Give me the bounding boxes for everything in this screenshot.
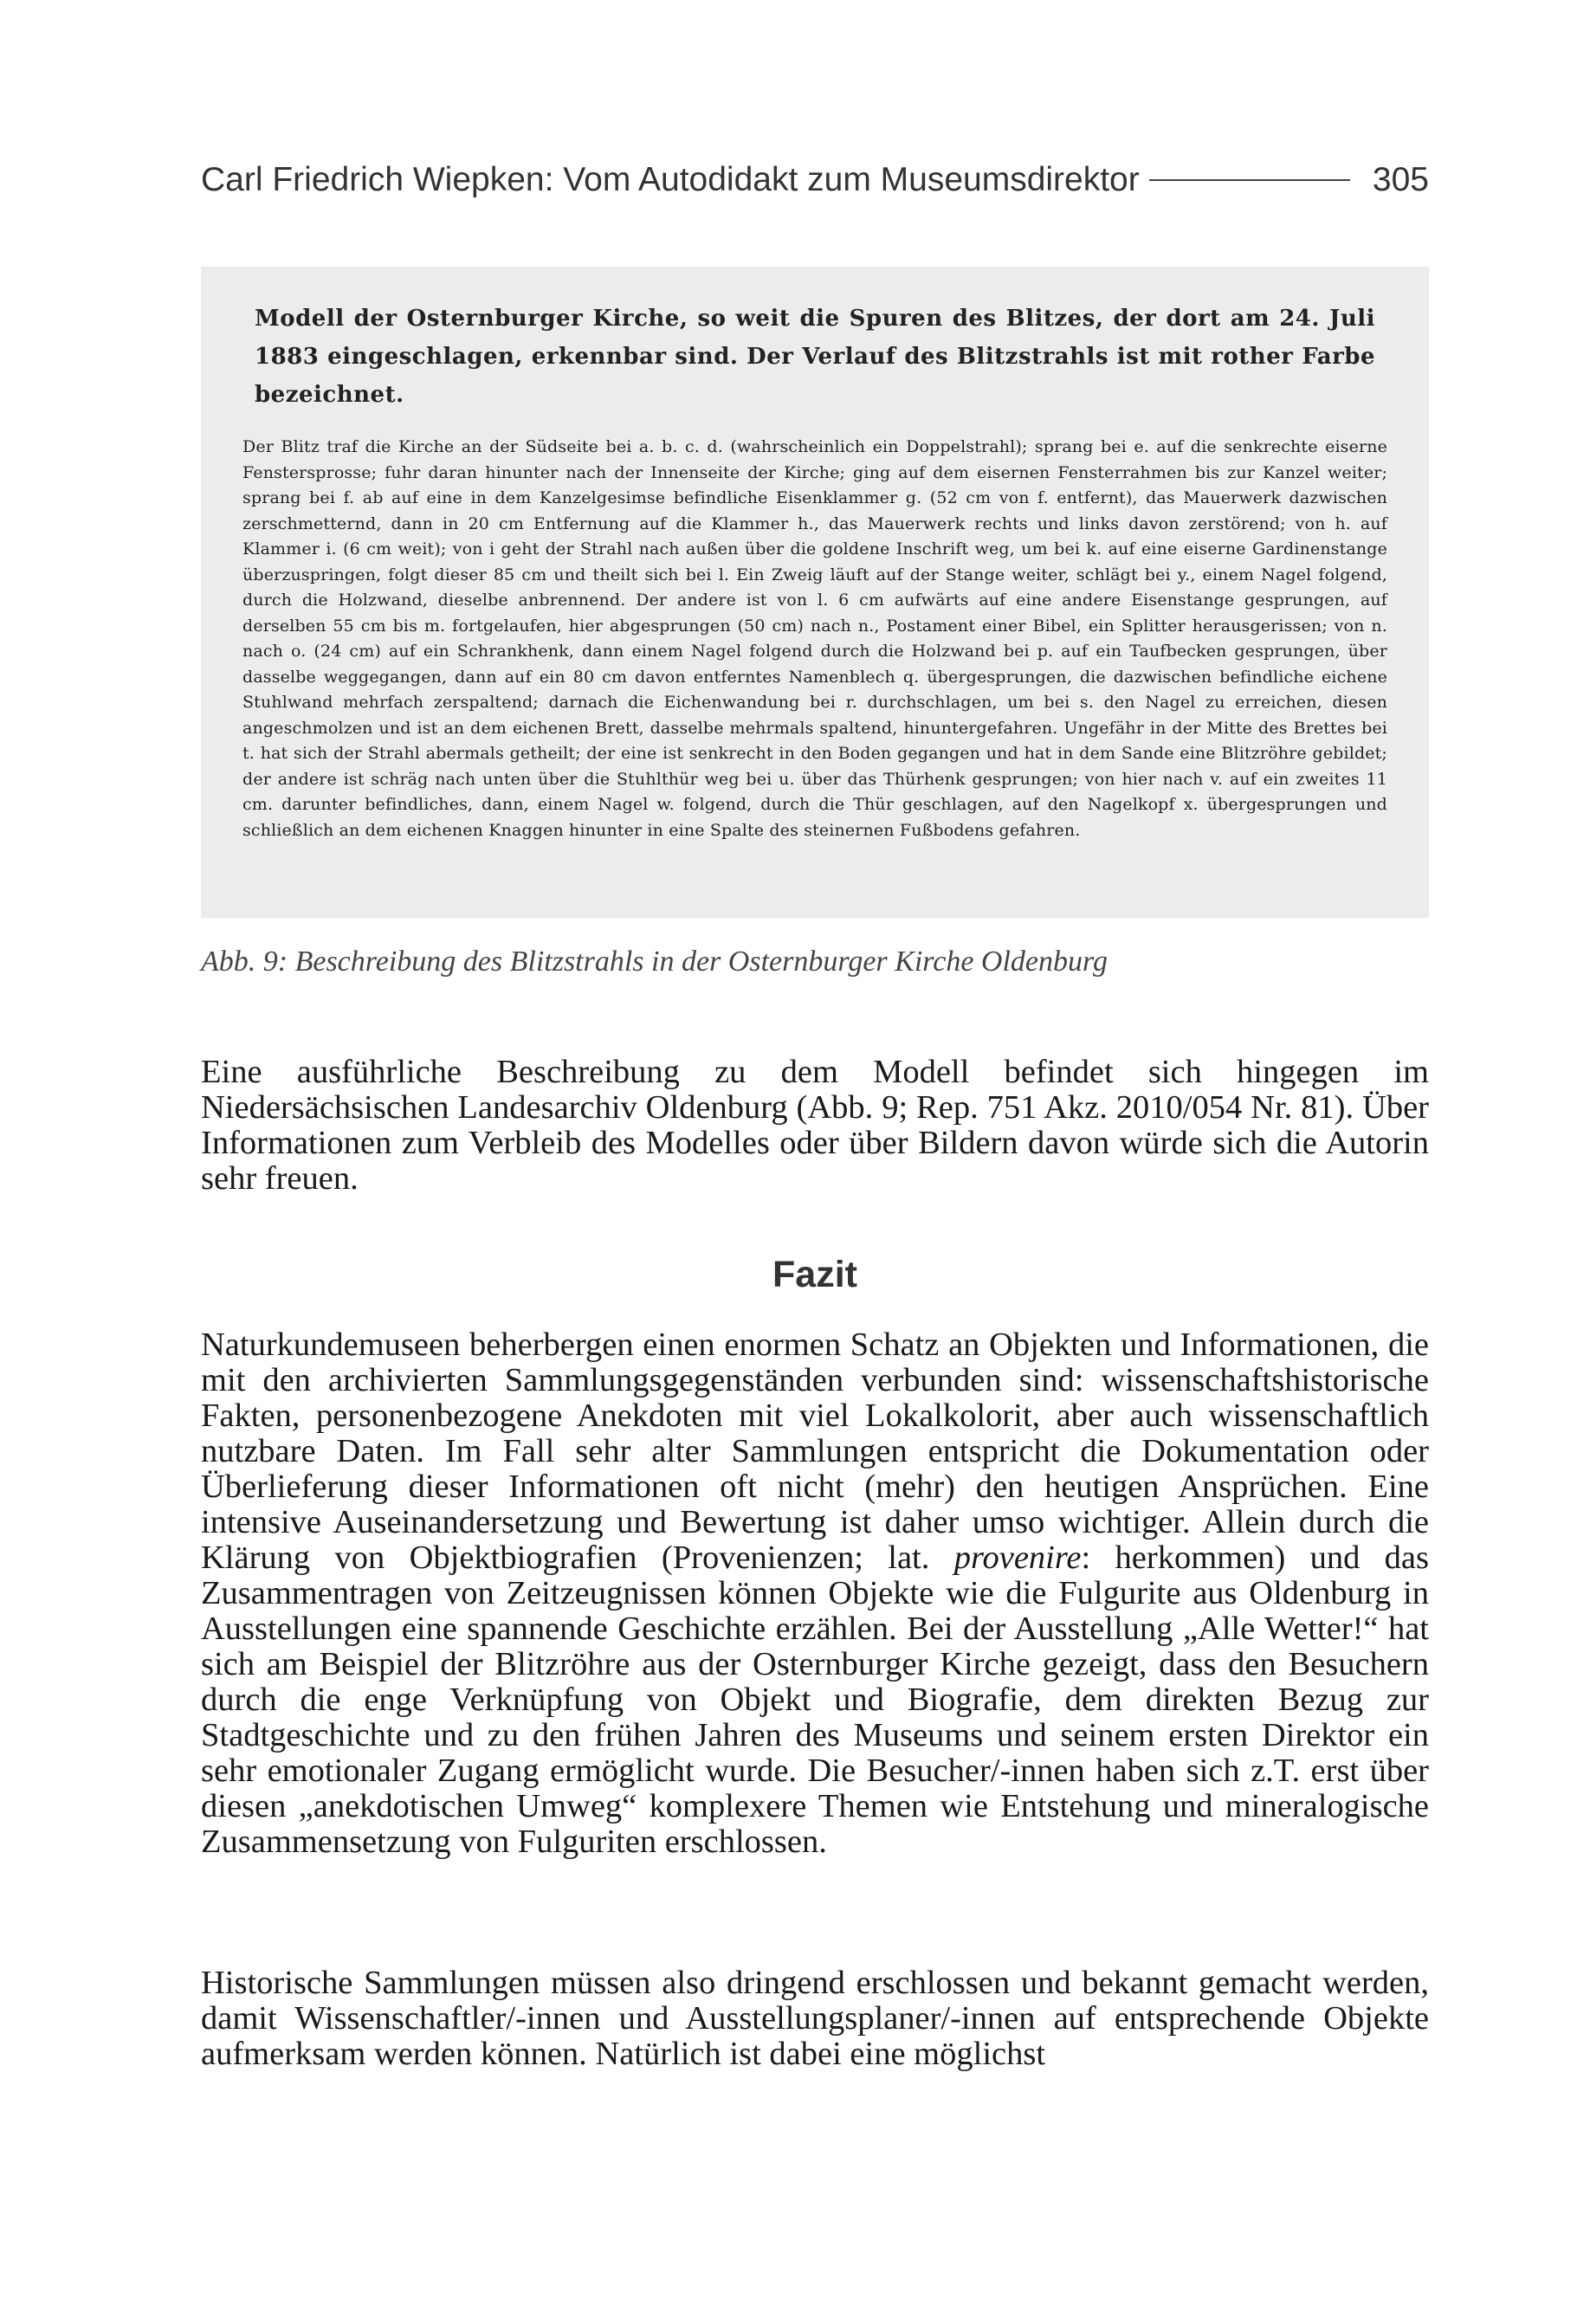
- paragraph-historical-collections: Historische Sammlungen müssen also dringend erschlossen und bekannt gemacht werden, damit Wissenschaftler/-innen und Ausstellungsplaner/-innen auf entsprechende Objekte aufmerksam werden können. Natürlich ist dabei eine möglichst: [201, 1965, 1429, 2072]
- page-number: 305: [1372, 161, 1429, 198]
- paragraph-fazit-part-2: : herkommen) und das Zusammentragen von Zeitzeugnissen können Objekte wie die Fulgurite aus Oldenburg in Ausstellungen eine spannende Geschichte erzählen. Bei der Ausstellung „Alle Wetter!“ hat sich am Beispiel der Blitzröhre aus der Osternburger Kirche gezeigt, dass den Besuchern durch die enge Verknüpfung von Objekt und Biografie, dem direkten Bezug zur Stadtgeschichte und zu den frühen Jahren des Museums und seinem ersten Direktor ein sehr emotionaler Zugang ermöglicht wurde. Die Besucher/-innen haben sich z.T. erst über diesen „anekdotischen Umweg“ komplexere Themen wie Entstehung und mineralogische Zusammensetzung von Fulguriten erschlossen.: [201, 1540, 1429, 1860]
- italic-term-provenire: provenire: [953, 1540, 1082, 1576]
- figure-heading: Modell der Osternburger Kirche, so weit die Spuren des Blitzes, der dort am 24. Juli 1883 eingeschlagen, erkennbar sind. Der Verlauf des Blitzstrahls ist mit rother Farbe bezeichnet.: [255, 306, 1375, 408]
- scanned-document-figure: [201, 267, 1429, 918]
- header-rule: [1149, 179, 1350, 181]
- running-header-title: Carl Friedrich Wiepken: Vom Autodidakt zum Museumsdirektor: [201, 161, 1140, 198]
- section-heading-fazit: Fazit: [772, 1254, 857, 1295]
- paragraph-fazit-part-1: Naturkundemuseen beherbergen einen enormen Schatz an Objekten und Informationen, die mit den archivierten Sammlungsgegenständen verbunden sind: wissenschaftshistorische Fakten, personenbezogene Anekdoten mit viel Lokalkolorit, aber auch wissenschaftlich nutzbare Daten. Im Fall sehr alter Sammlungen entspricht die Dokumentation oder Überlieferung dieser Informationen oft nicht (mehr) den heutigen Ansprüchen. Eine intensive Auseinandersetzung und Bewertung ist daher umso wichtiger. Allein durch die Klärung von Objektbiografien (Provenienzen; lat.: [201, 1327, 1429, 1576]
- figure-body-text: Der Blitz traf die Kirche an der Südseite bei a. b. c. d. (wahrscheinlich ein Doppelstrahl); sprang bei e. auf die senkrechte eiserne Fenstersprosse; fuhr daran hinunter nach der Innenseite der Kirche; ging auf dem eisernen Fensterrahmen bis zur Kanzel weiter; sprang bei f. ab auf eine in dem Kanzelgesimse befindliche Eisenklammer g. (52 cm von f. entfernt), das Mauerwerk dazwischen zerschmetternd, dann in 20 cm Entfernung auf die Klammer h., das Mauerwerk rechts und links davon zerstörend; von h. auf Klammer i. (6 cm weit); von i geht der Strahl nach außen über die goldene Inschrift weg, um bei k. auf eine eiserne Gardinenstange überzuspringen, folgt dieser 85 cm und theilt sich bei l. Ein Zweig läuft auf der Stange weiter, schlägt bei y., einem Nagel folgend, durch die Holzwand, dieselbe anbrennend. Der andere ist von l. 6 cm aufwärts auf eine andere Eisenstange gesprungen, auf derselben 55 cm bis m. fortgelaufen, hier abgesprungen (50 cm) nach n., Postament einer Bibel, ein Splitter herausgerissen; von n. nach o. (24 cm) auf ein Schrankhenk, dann einem Nagel folgend durch die Holzwand bei p. auf ein Taufbecken gesprungen, über dasselbe weggegangen, dann auf ein 80 cm davon entferntes Namenblech q. übergesprungen, die dazwischen befindliche eichene Stuhlwand mehrfach zerspaltend; darnach die Eichenwandung bei r. durchschlagen, um bei s. den Nagel zu erreichen, diesen angeschmolzen und ist an dem eichenen Brett, dasselbe mehrmals spaltend, hinuntergefahren. Ungefähr in der Mitte des Brettes bei t. hat sich der Strahl abermals getheilt; der eine ist senkrecht in den Boden gegangen und hat in dem Sande eine Blitzröhre gebildet; der andere ist schräg nach unten über die Stuhlthür weg bei u. über das Thürhenk gesprungen; von hier nach v. auf ein zweites 11 cm. darunter befindliches, dann, einem Nagel w. folgend, durch die Thür geschlagen, auf den Nagelkopf x. übergesprungen und schließlich an dem eichenen Knaggen hinunter in eine Spalte des steinernen Fußbodens gefahren.: [242, 437, 1387, 840]
- paragraph-archive-note: Eine ausführliche Beschreibung zu dem Modell befindet sich hingegen im Niedersächsischen Landesarchiv Oldenburg (Abb. 9; Rep. 751 Akz. 2010/054 Nr. 81). Über Informationen zum Verbleib des Modelles oder über Bildern davon würde sich die Autorin sehr freuen.: [201, 1054, 1429, 1197]
- paragraph-fazit: [201, 1327, 1429, 1860]
- running-header: [201, 154, 1429, 206]
- figure-caption: Abb. 9: Beschreibung des Blitzstrahls in der Osternburger Kirche Oldenburg: [201, 946, 1108, 978]
